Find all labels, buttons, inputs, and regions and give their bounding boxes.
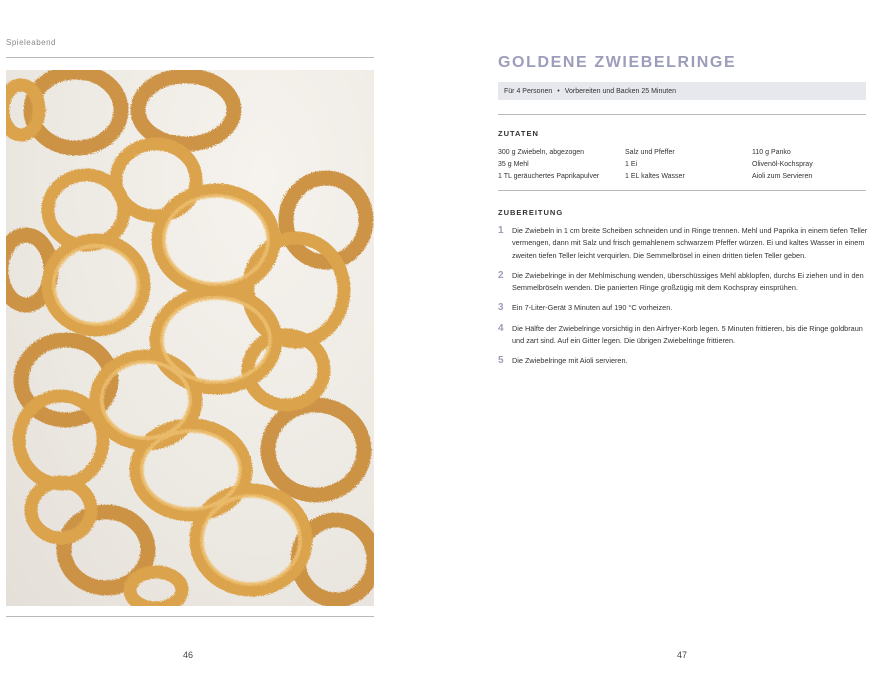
step-1 [498, 225, 868, 262]
step-number: 1 [498, 225, 504, 236]
ingredient: 35 g Mehl [498, 161, 529, 168]
ingredient: 110 g Panko [752, 149, 791, 156]
page-number-left: 46 [183, 650, 194, 660]
step-5 [498, 355, 868, 367]
ingredient: 1 TL geräuchertes Paprikapulver [498, 173, 600, 180]
ingredient: 1 EL kaltes Wasser [625, 173, 685, 180]
step-3 [498, 302, 868, 314]
ingredients-heading: ZUTATEN [498, 129, 539, 138]
step-number: 4 [498, 322, 504, 334]
ingredients-column-3 [752, 147, 813, 183]
step-text: Die Hälfte der Zwiebelringe vorsichtig in den Airfryer-Korb legen. 5 Minuten frittieren, bis die Ringe goldbraun und zart sind. Auf ein Gitter legen. Die übrigen Zwiebelringe frittieren. [512, 323, 863, 346]
ingredients-column-1 [498, 147, 599, 183]
step-number: 3 [498, 302, 504, 314]
bottom-rule-left [6, 616, 374, 617]
ingredient: Salz und Pfeffer [625, 149, 675, 156]
ingredient: Aioli zum Servieren [752, 173, 813, 180]
step-text: Die Zwiebeln in 1 cm breite Scheiben schneiden und in Ringe trennen. Mehl und Paprika in einem tiefen Teller vermengen, dann mit Salz und frisch gemahlenem schwarzem Pfeffer würzen. Ei und kaltes Wasser in einem zweiten tiefen Teller leicht verquirlen. Die Semmelbrösel in einen dritten tiefen Teller geben. [512, 226, 868, 260]
page-number-right: 47 [677, 650, 688, 660]
step-text: Die Zwiebelringe mit Aioli servieren. [512, 356, 628, 366]
ingredient: 1 Ei [625, 161, 638, 168]
time-text: Vorbereiten und Backen 25 Minuten [564, 87, 677, 95]
onion-rings-photo [6, 70, 374, 606]
step-text: Ein 7-Liter-Gerät 3 Minuten auf 190 °C vorheizen. [512, 303, 673, 313]
rule-above-method [498, 190, 866, 191]
recipe-title: GOLDENE ZWIEBELRINGE [498, 54, 737, 71]
step-4 [498, 323, 868, 348]
ingredients-column-2 [625, 147, 685, 183]
method-heading: ZUBEREITUNG [498, 208, 564, 217]
step-number: 2 [498, 269, 504, 281]
recipe-info-bar [498, 82, 866, 100]
rule-above-ingredients [498, 114, 866, 115]
ingredient: Olivenöl-Kochspray [752, 161, 813, 168]
method-steps [498, 225, 868, 376]
step-text: Die Zwiebelringe in der Mehlmischung wenden, überschüssiges Mehl abklopfen, durchs Ei ziehen und in den Semmelbröseln wenden. Die panierten Ringe großzügig mit dem Kochspray einsprühen. [512, 270, 864, 293]
section-label: Spieleabend [6, 38, 56, 47]
onion-rings-illustration [6, 70, 374, 606]
ingredient: 300 g Zwiebeln, abgezogen [498, 149, 585, 156]
step-2 [498, 270, 868, 295]
info-separator: • [557, 87, 560, 95]
servings-text: Für 4 Personen [504, 87, 553, 95]
top-rule-left [6, 57, 374, 58]
step-number: 5 [498, 355, 504, 367]
